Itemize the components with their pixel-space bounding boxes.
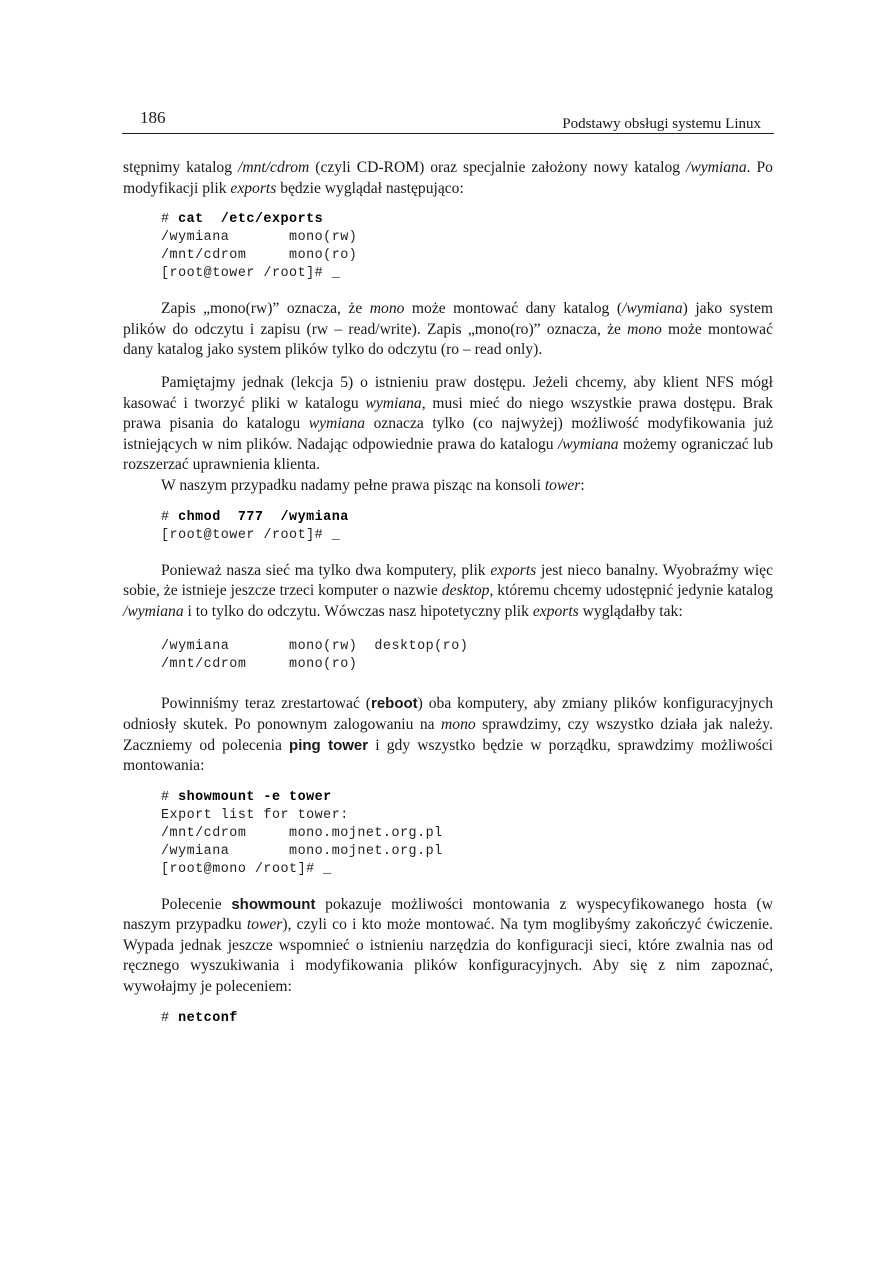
code-block-showmount: # showmount -e tower Export list for tower: /mnt/cdrom mono.mojnet.org.pl /wymiana mono.mojnet.org.pl [root@mono /root]# _	[161, 789, 443, 877]
running-title: Podstawy obsługi systemu Linux	[562, 116, 761, 132]
paragraph-4: W naszym przypadku nadamy pełne prawa pisząc na konsoli tower:	[161, 476, 585, 494]
page-number: 186	[140, 108, 166, 127]
code-block-exports-hypothetical: /wymiana mono(rw) desktop(ro) /mnt/cdrom mono(ro)	[161, 639, 469, 673]
page-body	[123, 158, 773, 1028]
paragraph-6: Powinniśmy teraz zrestartować (reboot) oba komputery, aby zmiany plików konfiguracyjnych odniosły skutek. Po ponownym zalogowaniu na mono sprawdzimy, czy wszystko działa jak należy. Zaczniemy od polecenia ping tower i gdy wszystko będzie w porządku, sprawdzimy możliwości montowania:	[123, 695, 774, 775]
paragraph-1: stępnimy katalog /mnt/cdrom (czyli CD-ROM) oraz specjalnie założony nowy katalog /wymiana. Po modyfikacji plik exports będzie wyglądał następująco:	[123, 159, 773, 197]
header-rule	[122, 133, 774, 134]
paragraph-3: Pamiętajmy jednak (lekcja 5) o istnieniu praw dostępu. Jeżeli chcemy, aby klient NFS mógł kasować i tworzyć pliki w katalogu wymiana, musi mieć do niego wszystkie prawa dostępu. Brak prawa pisania do katalogu wymiana oznacza tylko (co najwyżej) możliwość modyfikowania już istniejących w nim plików. Nadając odpowiednie prawa do katalogu /wymiana możemy ograniczać lub rozszerzać uprawnienia klienta.	[123, 373, 774, 474]
paragraph-5: Ponieważ nasza sieć ma tylko dwa komputery, plik exports jest nieco banalny. Wyobraźmy więc sobie, że istnieje jeszcze trzeci komputer o nazwie desktop, któremu chcemy udostępnić jedynie katalog /wymiana i to tylko do odczytu. Wówczas nasz hipotetyczny plik exports wyglądałby tak:	[123, 561, 773, 620]
paragraph-2: Zapis „mono(rw)” oznacza, że mono może montować dany katalog (/wymiana) jako system plików do odczytu i zapisu (rw – read/write). Zapis „mono(ro)” oznacza, że mono może montować dany katalog jako system plików tylko do odczytu (ro – read only).	[123, 300, 773, 359]
code-block-netconf: # netconf	[161, 1010, 238, 1026]
code-block-chmod: # chmod 777 /wymiana [root@tower /root]# _	[161, 509, 349, 543]
code-block-exports: # cat /etc/exports /wymiana mono(rw) /mnt/cdrom mono(ro) [root@tower /root]# _	[161, 212, 358, 282]
paragraph-7: Polecenie showmount pokazuje możliwości montowania z wyspecyfikowanego hosta (w naszym przypadku tower), czyli co i kto może montować. Na tym moglibyśmy zakończyć ćwiczenie. Wypada jednak jeszcze wspomnieć o istnieniu narzędzia do konfiguracji sieci, które zwalnia nas od ręcznego wyszukiwania i modyfikowania plików konfiguracyjnych. Aby się z nim zapoznać, wywołajmy je poleceniem:	[123, 895, 774, 996]
